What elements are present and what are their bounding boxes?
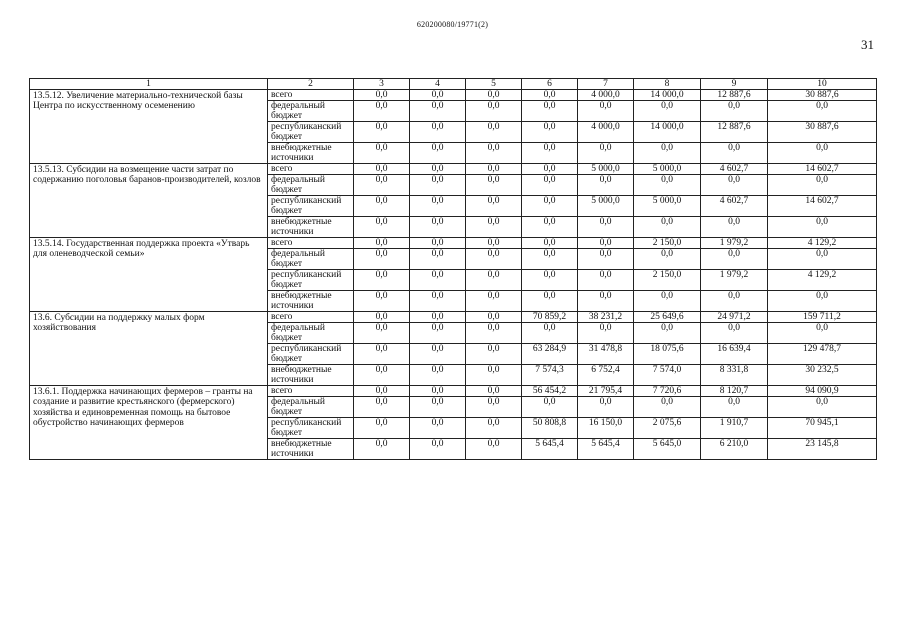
value-cell: 1 979,2 <box>701 238 768 249</box>
value-cell: 0,0 <box>354 249 410 270</box>
value-cell: 0,0 <box>634 249 701 270</box>
value-cell: 0,0 <box>634 397 701 418</box>
table-row <box>30 90 877 101</box>
value-cell: 0,0 <box>410 196 466 217</box>
value-cell: 0,0 <box>466 238 522 249</box>
value-cell: 0,0 <box>354 397 410 418</box>
value-cell: 0,0 <box>354 418 410 439</box>
funding-source-cell: федеральный бюджет <box>268 101 354 122</box>
column-header: 2 <box>268 79 354 90</box>
value-cell: 0,0 <box>522 101 578 122</box>
value-cell: 0,0 <box>768 101 877 122</box>
value-cell: 0,0 <box>466 270 522 291</box>
column-header: 5 <box>466 79 522 90</box>
value-cell: 0,0 <box>522 323 578 344</box>
funding-source-cell: всего <box>268 90 354 101</box>
value-cell: 0,0 <box>410 439 466 460</box>
value-cell: 0,0 <box>410 397 466 418</box>
value-cell: 159 711,2 <box>768 312 877 323</box>
value-cell: 0,0 <box>354 238 410 249</box>
value-cell: 63 284,9 <box>522 344 578 365</box>
value-cell: 4 602,7 <box>701 164 768 175</box>
funding-source-cell: внебюджетные источники <box>268 143 354 164</box>
value-cell: 12 887,6 <box>701 122 768 143</box>
value-cell: 4 129,2 <box>768 238 877 249</box>
funding-source-cell: всего <box>268 164 354 175</box>
value-cell: 0,0 <box>354 217 410 238</box>
column-header: 8 <box>634 79 701 90</box>
table-header-row <box>30 79 877 90</box>
value-cell: 30 887,6 <box>768 122 877 143</box>
value-cell: 0,0 <box>768 323 877 344</box>
value-cell: 4 000,0 <box>578 122 634 143</box>
value-cell: 0,0 <box>410 270 466 291</box>
value-cell: 0,0 <box>410 238 466 249</box>
value-cell: 0,0 <box>701 217 768 238</box>
column-header: 7 <box>578 79 634 90</box>
value-cell: 5 000,0 <box>634 164 701 175</box>
value-cell: 0,0 <box>466 217 522 238</box>
column-header: 1 <box>30 79 268 90</box>
value-cell: 4 602,7 <box>701 196 768 217</box>
value-cell: 0,0 <box>634 143 701 164</box>
value-cell: 31 478,8 <box>578 344 634 365</box>
funding-source-cell: федеральный бюджет <box>268 397 354 418</box>
value-cell: 0,0 <box>354 143 410 164</box>
value-cell: 0,0 <box>522 90 578 101</box>
value-cell: 0,0 <box>466 101 522 122</box>
value-cell: 5 000,0 <box>634 196 701 217</box>
value-cell: 30 232,5 <box>768 365 877 386</box>
value-cell: 0,0 <box>578 270 634 291</box>
value-cell: 0,0 <box>410 418 466 439</box>
value-cell: 4 129,2 <box>768 270 877 291</box>
value-cell: 0,0 <box>466 344 522 365</box>
value-cell: 70 859,2 <box>522 312 578 323</box>
funding-source-cell: всего <box>268 238 354 249</box>
column-header: 3 <box>354 79 410 90</box>
value-cell: 0,0 <box>410 175 466 196</box>
value-cell: 0,0 <box>701 175 768 196</box>
value-cell: 0,0 <box>578 397 634 418</box>
funding-source-cell: республиканский бюджет <box>268 270 354 291</box>
column-header: 10 <box>768 79 877 90</box>
table-row <box>30 238 877 249</box>
document-code: 620200080/19771(2) <box>416 20 489 29</box>
value-cell: 1 979,2 <box>701 270 768 291</box>
value-cell: 5 000,0 <box>578 164 634 175</box>
value-cell: 0,0 <box>768 291 877 312</box>
column-header: 9 <box>701 79 768 90</box>
value-cell: 2 150,0 <box>634 270 701 291</box>
value-cell: 5 645,0 <box>634 439 701 460</box>
value-cell: 2 150,0 <box>634 238 701 249</box>
value-cell: 0,0 <box>354 291 410 312</box>
value-cell: 16 639,4 <box>701 344 768 365</box>
funding-source-cell: республиканский бюджет <box>268 344 354 365</box>
table-row <box>30 386 877 397</box>
table-row <box>30 164 877 175</box>
measure-name-cell: 13.6. Субсидии на поддержку малых форм хозяйствования <box>30 312 268 386</box>
value-cell: 0,0 <box>634 175 701 196</box>
value-cell: 0,0 <box>522 175 578 196</box>
value-cell: 0,0 <box>354 90 410 101</box>
column-header: 4 <box>410 79 466 90</box>
value-cell: 0,0 <box>354 386 410 397</box>
value-cell: 0,0 <box>578 175 634 196</box>
value-cell: 0,0 <box>522 143 578 164</box>
value-cell: 0,0 <box>410 164 466 175</box>
value-cell: 0,0 <box>522 217 578 238</box>
value-cell: 0,0 <box>522 164 578 175</box>
value-cell: 0,0 <box>578 101 634 122</box>
value-cell: 5 645,4 <box>578 439 634 460</box>
value-cell: 0,0 <box>522 238 578 249</box>
value-cell: 8 331,8 <box>701 365 768 386</box>
value-cell: 0,0 <box>522 196 578 217</box>
value-cell: 0,0 <box>466 386 522 397</box>
value-cell: 0,0 <box>768 143 877 164</box>
funding-source-cell: внебюджетные источники <box>268 365 354 386</box>
value-cell: 1 910,7 <box>701 418 768 439</box>
value-cell: 14 000,0 <box>634 122 701 143</box>
value-cell: 0,0 <box>354 312 410 323</box>
value-cell: 0,0 <box>354 122 410 143</box>
value-cell: 0,0 <box>578 143 634 164</box>
value-cell: 0,0 <box>701 323 768 344</box>
value-cell: 0,0 <box>466 196 522 217</box>
value-cell: 0,0 <box>522 291 578 312</box>
value-cell: 70 945,1 <box>768 418 877 439</box>
value-cell: 24 971,2 <box>701 312 768 323</box>
measure-name-cell: 13.5.13. Субсидии на возмещение части затрат по содержанию поголовья баранов-производителей, козлов <box>30 164 268 238</box>
value-cell: 0,0 <box>410 249 466 270</box>
value-cell: 30 887,6 <box>768 90 877 101</box>
value-cell: 14 000,0 <box>634 90 701 101</box>
value-cell: 0,0 <box>466 143 522 164</box>
value-cell: 0,0 <box>578 323 634 344</box>
value-cell: 0,0 <box>410 101 466 122</box>
value-cell: 0,0 <box>466 312 522 323</box>
value-cell: 4 000,0 <box>578 90 634 101</box>
funding-source-cell: федеральный бюджет <box>268 249 354 270</box>
funding-source-cell: республиканский бюджет <box>268 196 354 217</box>
budget-table <box>29 78 877 460</box>
funding-source-cell: внебюджетные источники <box>268 439 354 460</box>
value-cell: 0,0 <box>466 323 522 344</box>
measure-name-cell: 13.5.14. Государственная поддержка проекта «Утварь для оленеводческой семьи» <box>30 238 268 312</box>
value-cell: 0,0 <box>466 439 522 460</box>
value-cell: 0,0 <box>354 365 410 386</box>
page-number: 31 <box>861 37 874 52</box>
value-cell: 16 150,0 <box>578 418 634 439</box>
value-cell: 7 574,3 <box>522 365 578 386</box>
value-cell: 2 075,6 <box>634 418 701 439</box>
value-cell: 0,0 <box>768 217 877 238</box>
value-cell: 0,0 <box>701 249 768 270</box>
value-cell: 14 602,7 <box>768 196 877 217</box>
value-cell: 0,0 <box>701 143 768 164</box>
column-header: 6 <box>522 79 578 90</box>
value-cell: 21 795,4 <box>578 386 634 397</box>
value-cell: 0,0 <box>466 397 522 418</box>
value-cell: 0,0 <box>466 365 522 386</box>
value-cell: 56 454,2 <box>522 386 578 397</box>
value-cell: 5 000,0 <box>578 196 634 217</box>
value-cell: 0,0 <box>768 175 877 196</box>
value-cell: 0,0 <box>522 270 578 291</box>
value-cell: 0,0 <box>701 291 768 312</box>
value-cell: 7 574,0 <box>634 365 701 386</box>
value-cell: 8 120,7 <box>701 386 768 397</box>
value-cell: 0,0 <box>701 397 768 418</box>
funding-source-cell: республиканский бюджет <box>268 418 354 439</box>
value-cell: 0,0 <box>410 365 466 386</box>
value-cell: 38 231,2 <box>578 312 634 323</box>
value-cell: 0,0 <box>578 291 634 312</box>
value-cell: 0,0 <box>578 249 634 270</box>
value-cell: 6 752,4 <box>578 365 634 386</box>
table-row <box>30 312 877 323</box>
value-cell: 0,0 <box>410 291 466 312</box>
value-cell: 0,0 <box>634 323 701 344</box>
value-cell: 0,0 <box>410 323 466 344</box>
value-cell: 5 645,4 <box>522 439 578 460</box>
value-cell: 0,0 <box>466 175 522 196</box>
value-cell: 0,0 <box>410 143 466 164</box>
value-cell: 50 808,8 <box>522 418 578 439</box>
funding-source-cell: республиканский бюджет <box>268 122 354 143</box>
funding-source-cell: всего <box>268 386 354 397</box>
funding-source-cell: федеральный бюджет <box>268 323 354 344</box>
value-cell: 0,0 <box>354 270 410 291</box>
value-cell: 0,0 <box>522 397 578 418</box>
funding-source-cell: федеральный бюджет <box>268 175 354 196</box>
value-cell: 0,0 <box>466 90 522 101</box>
value-cell: 0,0 <box>634 101 701 122</box>
funding-source-cell: всего <box>268 312 354 323</box>
value-cell: 0,0 <box>701 101 768 122</box>
value-cell: 0,0 <box>466 122 522 143</box>
value-cell: 0,0 <box>354 101 410 122</box>
value-cell: 0,0 <box>410 344 466 365</box>
value-cell: 0,0 <box>634 217 701 238</box>
value-cell: 0,0 <box>354 344 410 365</box>
value-cell: 0,0 <box>354 439 410 460</box>
value-cell: 129 478,7 <box>768 344 877 365</box>
value-cell: 0,0 <box>354 323 410 344</box>
value-cell: 18 075,6 <box>634 344 701 365</box>
value-cell: 7 720,6 <box>634 386 701 397</box>
funding-source-cell: внебюджетные источники <box>268 217 354 238</box>
value-cell: 0,0 <box>466 291 522 312</box>
value-cell: 0,0 <box>522 122 578 143</box>
value-cell: 0,0 <box>466 418 522 439</box>
value-cell: 0,0 <box>410 122 466 143</box>
value-cell: 0,0 <box>634 291 701 312</box>
value-cell: 0,0 <box>410 312 466 323</box>
measure-name-cell: 13.5.12. Увеличение материально-технической базы Центра по искусственному осеменению <box>30 90 268 164</box>
value-cell: 0,0 <box>354 164 410 175</box>
value-cell: 0,0 <box>466 249 522 270</box>
value-cell: 25 649,6 <box>634 312 701 323</box>
value-cell: 0,0 <box>578 217 634 238</box>
value-cell: 0,0 <box>768 249 877 270</box>
value-cell: 0,0 <box>354 196 410 217</box>
value-cell: 0,0 <box>768 397 877 418</box>
value-cell: 0,0 <box>578 238 634 249</box>
value-cell: 0,0 <box>410 386 466 397</box>
value-cell: 0,0 <box>354 175 410 196</box>
value-cell: 12 887,6 <box>701 90 768 101</box>
funding-source-cell: внебюджетные источники <box>268 291 354 312</box>
value-cell: 0,0 <box>466 164 522 175</box>
value-cell: 23 145,8 <box>768 439 877 460</box>
value-cell: 0,0 <box>410 90 466 101</box>
value-cell: 94 090,9 <box>768 386 877 397</box>
value-cell: 0,0 <box>410 217 466 238</box>
value-cell: 0,0 <box>522 249 578 270</box>
value-cell: 14 602,7 <box>768 164 877 175</box>
measure-name-cell: 13.6.1. Поддержка начинающих фермеров – гранты на создание и развитие крестьянского (фермерского) хозяйства и единовременная помощь на бытовое обустройство начинающих фермеров <box>30 386 268 460</box>
value-cell: 6 210,0 <box>701 439 768 460</box>
